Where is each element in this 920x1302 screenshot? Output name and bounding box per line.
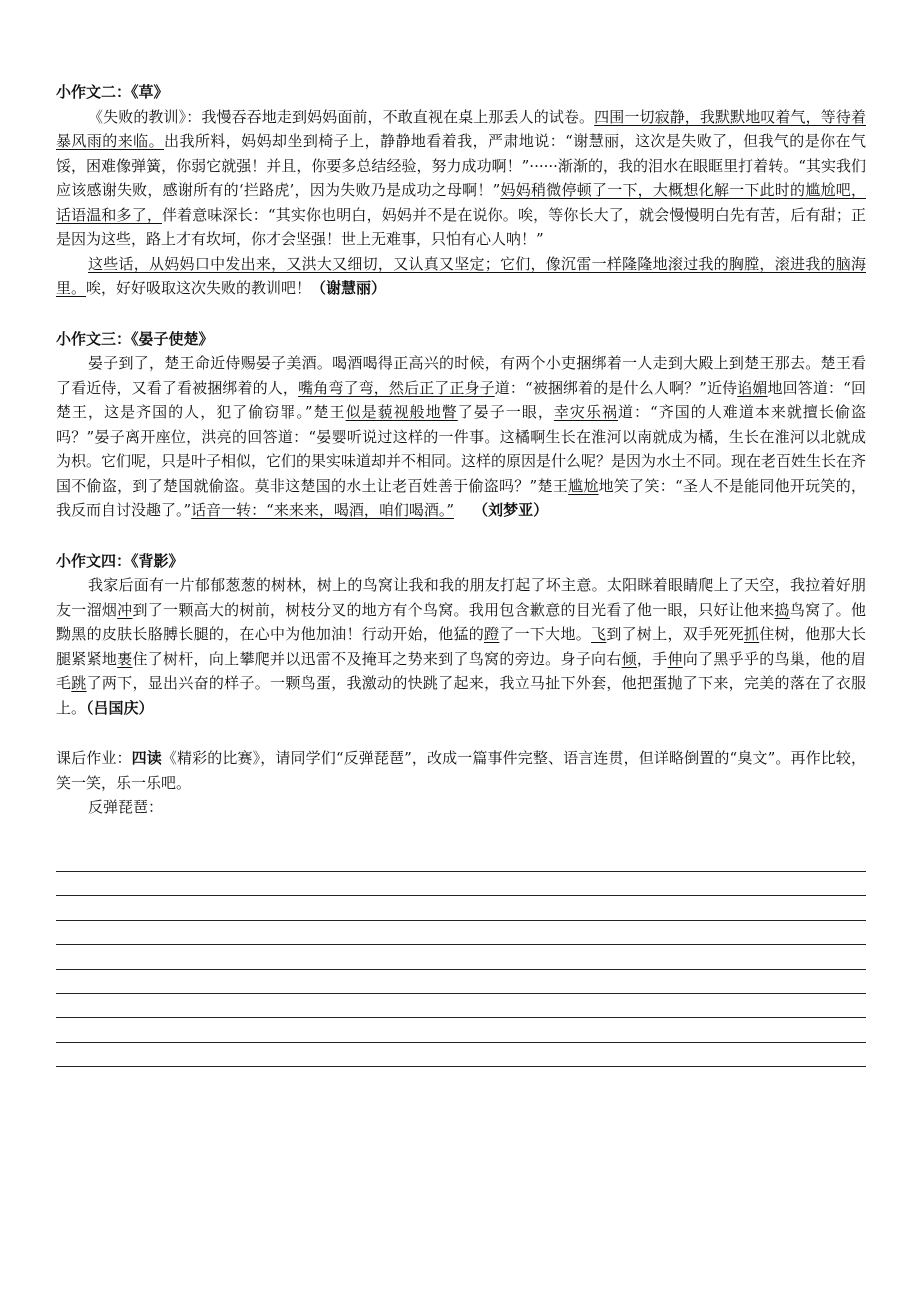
essay4-seg-17: 跳 [71,674,87,692]
essay4-seg-11: 裹 [117,649,133,668]
essay2-p1-seg-3: 妈妈稍微停顿了一下，大概想化解一下此时的尴尬吧，话语温和多了， [56,181,866,224]
answer-line[interactable] [56,944,866,945]
essay2-p1-seg-0: 《失败的教训》：我慢吞吞地走到妈妈面前，不敢直视在桌上那丢人的试卷。 [88,107,595,126]
essay4-seg-15: 伸 [667,649,683,668]
essay3-seg-4: 地回答道：“回楚王，这是齐国的人，犯了偷窃罪。”楚王 [56,378,866,421]
essay4-seg-3: 捣 [774,600,790,619]
essay4-seg-1: 冲 [117,600,133,619]
essay3-seg-6: 了晏子一眼， [457,403,554,421]
essay2-paragraph-2 [56,252,866,301]
essay2-p1-seg-2: 出我所料，妈妈却坐到椅子上，静静地看着我，严肃地说：“谢慧丽，这次是失败了，但我气的是你在气馁，困难像弹簧，你弱它就强！并且，你要多总结经验，努力成功啊！”······渐渐的，我的泪水在眼眶里打着转。“其实我们应该感谢失败，感谢所有的‘拦路虎’，因为失败乃是成功之母啊！” [56,132,866,199]
essay2-paragraph-1 [56,105,866,252]
essay4-seg-9: 抓 [743,625,760,643]
essay3-seg-0: 晏子到了，楚王命近侍赐晏子美酒。喝酒喝得正高兴的时候，有两个小吏捆绑着一人走到大殿上到楚王那去。楚王看了看近侍，又看了看被捆绑着的人， [56,354,866,397]
essay4-seg-6: 了一下大地。 [499,625,592,643]
essay4-heading: 小作文四：《背影》 [56,551,184,570]
homework-answer-label: 反弹琵琶： [88,798,164,816]
homework-text: 《精彩的比赛》，请同学们“反弹琵琶”，改成一篇事件完整、语言连贯，但详略倒置的“臭文”。再作比较，笑一笑，乐一乐吧。 [56,749,866,792]
answer-line[interactable] [56,920,866,921]
essay4-seg-2: 到了一颗高大的树前，树枝分叉的地方有个鸟窝。我用包含歉意的目光看了他一眼，只好让他来 [132,600,775,619]
essay4-seg-12: 住了树杆，向上攀爬并以迅雷不及掩耳之势来到了鸟窝的旁边。身子向右 [132,649,622,668]
essay4-seg-7: 飞 [591,625,607,643]
essay2-p1-seg-1: 四围一切寂静，我默默地叹着气，等待着暴风雨的来临。 [56,107,866,150]
answer-lines [56,871,866,1091]
answer-line[interactable] [56,993,866,994]
essay4-seg-10: 住树，他那大长腿紧紧地 [56,625,866,668]
essay3-seg-1: 嘴角弯了弯，然后正了正身子 [298,378,495,397]
essay4-seg-0: 我家后面有一片郁郁葱葱的树林，树上的鸟窝让我和我的朋友打起了坏主意。太阳眯着眼睛爬上了天空，我拉着好朋友一溜烟 [56,576,866,619]
homework-paragraph [56,746,866,795]
answer-line[interactable] [56,969,866,970]
essay4-seg-5: 蹬 [484,625,500,643]
answer-line[interactable] [56,1017,866,1018]
essay4-seg-18: 了两下，显出兴奋的样子。一颗鸟蛋，我激动的快跳了起来，我立马扯下外套，他把蛋抛了下来，完美的落在了衣服上。 [56,674,866,717]
essay4-seg-8: 到了树上，双手死死 [606,625,744,643]
answer-line[interactable] [56,1042,866,1043]
homework-bold: 四读 [131,749,162,767]
essay3-seg-10: 地笑了笑：“圣人不是能同他开玩笑的，我反而自讨没趣了。” [56,476,866,519]
essay4-seg-13: 倾 [621,649,637,668]
essay3-seg-5: 似是藐视般地瞥 [345,403,458,421]
answer-line[interactable] [56,1066,866,1067]
essay3-author: （刘梦亚） [473,501,549,519]
essay4-seg-16: 向了黑乎乎的鸟巢，他的眉毛 [56,649,866,692]
essay3-heading: 小作文三：《晏子使楚》 [56,329,214,348]
essay2-p2-seg-1: 唉，好好吸取这次失败的教训吧！ [86,279,312,297]
essay3-seg-3: 谄媚 [737,378,768,397]
essay2-heading: 小作文二：《草》 [56,83,169,101]
essay4-seg-4: 鸟窝了。他黝黑的皮肤长胳膊长腿的，在心中为他加油！行动开始，他猛的 [56,600,866,643]
essay3-seg-11: 话音一转：“来来来，喝酒，咱们喝酒。” [191,501,455,519]
essay3-seg-9: 尴尬 [568,476,599,495]
answer-line[interactable] [56,871,866,872]
essay3-seg-8: 道：“齐国的人难道本来就擅长偷盗吗？”晏子离开座位，洪亮的回答道：“晏婴听说过这样的一件事。这橘啊生长在淮河以南就成为橘，生长在淮河以北就成为枳。它们呢，只是叶子相似，它们的果实味道却并不相同。这样的原因是什么呢？是因为水土不同。现在老百姓生长在齐国不偷盗，到了楚国就偷盗。莫非这楚国的水土让老百姓善于偷盗吗？”楚王 [56,403,867,495]
essay2-author: （谢慧丽） [311,279,387,297]
essay3-seg-7: 幸灾乐祸 [553,403,618,421]
essay4-paragraph-1 [56,573,866,720]
essay4-seg-14: ，手 [636,649,668,668]
document-page [56,80,866,820]
answer-line[interactable] [56,895,866,896]
essay3-paragraph-1 [56,351,866,523]
homework-prefix: 课后作业： [56,749,132,767]
essay2-p2-seg-0: 这些话，从妈妈口中发出来，又洪大又细切，又认真又坚定；它们，像沉雷一样隆隆地滚过我的胸膛，滚进我的脑海里。 [56,254,866,297]
essay3-seg-2: 道：“被捆绑着的是什么人啊？”近侍 [494,378,738,397]
essay2-p1-seg-4: 伴着意味深长：“其实你也明白，妈妈并不是在说你。唉，等你长大了，就会慢慢明白先有苦，后有甜；正是因为这些，路上才有坎坷，你才会坚强！世上无难事，只怕有心人呐！” [56,205,866,248]
essay4-author: （吕国庆） [86,698,154,717]
